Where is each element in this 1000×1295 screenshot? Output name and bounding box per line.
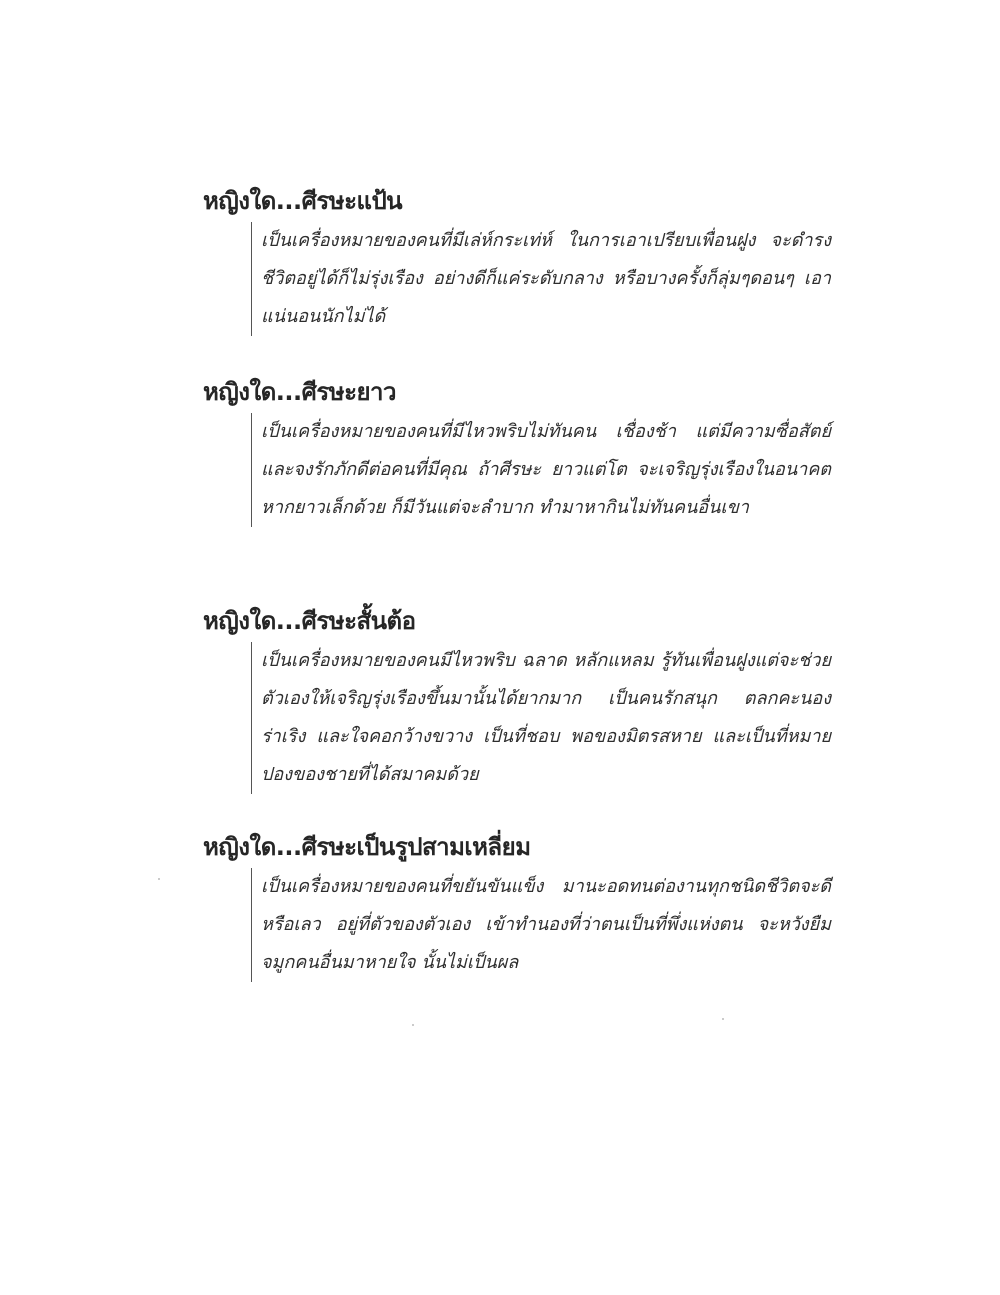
section-body: เป็นเครื่องหมายของคนที่มีไหวพริบไม่ทันคน เชื่องช้า แต่มีความซื่อสัตย์และจงรักภักดีต่อคนที่มีคุณ ถ้าศีรษะ ยาวแต่โต จะเจริญรุ่งเรืองในอนาคต หากยาวเล็กด้วย ก็มีวันแต่จะลำบาก ทำมาหากินไม่ทันคนอื่นเขา [251, 413, 831, 527]
section-body: เป็นเครื่องหมายของคนที่ขยันขันแข็ง มานะอดทนต่องานทุกชนิดชีวิตจะดีหรือเลว อยู่ที่ตัวของตัวเอง เข้าทำนองที่ว่าตนเป็นที่พึ่งแห่งตน จะหวังยืมจมูกคนอื่นมาหายใจ นั้นไม่เป็นผล [251, 868, 831, 982]
section-long-head [203, 377, 843, 527]
section-flat-head [203, 186, 843, 336]
section-triangle-head [203, 832, 843, 982]
section-body: เป็นเครื่องหมายของคนมีไหวพริบ ฉลาด หลักแหลม รู้ทันเพื่อนฝูงแต่จะช่วยตัวเองให้เจริญรุ่งเรืองขึ้นมานั้นได้ยากมาก เป็นคนรักสนุก ตลกคะนอง ร่าเริง และใจคอกว้างขวาง เป็นที่ชอบ พอของมิตรสหาย และเป็นที่หมายปองของชายที่ได้สมาคมด้วย [251, 642, 831, 794]
scan-speck [158, 878, 160, 880]
section-body: เป็นเครื่องหมายของคนที่มีเล่ห์กระเท่ห์ ในการเอาเปรียบเพื่อนฝูง จะดำรงชีวิตอยู่ได้ก็ไม่รุ่งเรือง อย่างดีก็แค่ระดับกลาง หรือบางครั้งก็ลุ่มๆดอนๆ เอาแน่นอนนักไม่ได้ [251, 222, 831, 336]
section-heading: หญิงใด...ศีรษะแป้น [203, 187, 403, 215]
section-heading: หญิงใด...ศีรษะยาว [203, 378, 396, 406]
scan-speck [722, 1018, 724, 1020]
section-heading: หญิงใด...ศีรษะเป็นรูปสามเหลี่ยม [203, 833, 531, 861]
scan-speck [412, 1024, 414, 1026]
section-heading: หญิงใด...ศีรษะสั้นต้อ [203, 607, 416, 635]
section-short-head [203, 606, 843, 794]
